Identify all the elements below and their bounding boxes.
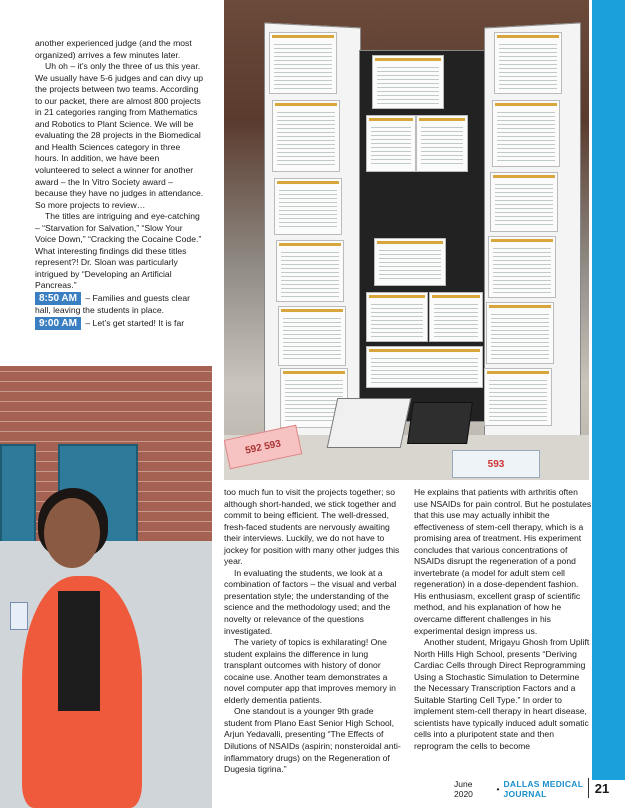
poster-panel	[276, 240, 344, 302]
article-column-1	[35, 38, 205, 330]
poster-panel	[278, 306, 346, 366]
face	[44, 498, 100, 568]
paragraph: Another student, Mrigayu Ghosh from Uplift North Hills High School, presents “Deriving Cardiac Cells through Direct Reprogramming Using a Stochastic Simulation to Determine the Necessary Transcription Factors and a Suitable Starting Cell Type.” In order to implement stem-cell therapy in heart disease, scientists have typically induced adult somatic cells into a pluripotent state and then reprogram the cells to become	[414, 637, 590, 752]
time-badge: 8:50 AM	[35, 292, 81, 305]
poster-panel	[269, 32, 337, 94]
poster-panel	[366, 115, 416, 172]
accent-sidebar	[592, 0, 625, 780]
poster-table-card	[366, 346, 483, 388]
article-column-3	[414, 487, 592, 753]
poster-panel	[416, 115, 468, 172]
paragraph: The titles are intriguing and eye-catching – “Starvation for Salvation,” “Slow Your Voice Down,” “Cracking the Cocaine Code.” What interesting findings did these titles represent?! Dr. Sloan was particularly intrigued by “Developing an Artificial Pancreas.”	[35, 211, 202, 291]
judge-portrait-photo	[0, 366, 212, 808]
project-number-card: 593	[452, 450, 540, 478]
project-number-tag: 592 593	[224, 425, 302, 470]
science-fair-poster-photo	[224, 0, 589, 480]
timeline-entry	[35, 317, 205, 330]
poster-chart-card	[366, 292, 428, 342]
timeline-entry	[35, 292, 205, 317]
paragraph: In evaluating the students, we look at a combination of factors – the visual and verbal presentation style; the understanding of the science and the methodology used; and the novelty or relevance of the questions investigated.	[224, 567, 397, 636]
blue-door	[0, 444, 36, 543]
paragraph: One standout is a younger 9th grade student from Plano East Senior High School, Arjun Yedavalli, presenting “The Effects of Dilutions of NSAIDs (aspirin; nonsteroidal anti-inflammatory drugs) on the Regeneration of Dugesia tigrina.”	[224, 706, 401, 775]
name-badge	[10, 602, 28, 630]
paragraph: too much fun to visit the projects together; so although short-handed, we stick together and commit to being efficient. The well-dressed, fresh-faced students are nervously awaiting their interviews. Luckily, we do not have to jockey for position with many other judges this year.	[224, 487, 400, 567]
poster-panel	[490, 172, 558, 232]
page-number: 21	[588, 778, 615, 798]
poster-panel	[274, 178, 342, 235]
poster-panel	[488, 236, 556, 298]
issue-date: June 2020	[454, 779, 473, 799]
notebook	[407, 402, 473, 444]
poster-panel	[494, 32, 562, 94]
poster-panel	[374, 238, 446, 286]
time-badge: 9:00 AM	[35, 317, 81, 330]
article-column-2	[224, 487, 402, 776]
poster-panel	[429, 292, 483, 342]
paragraph: Uh oh – it’s only the three of us this year. We usually have 5-6 judges and can divy up the projects between two teams. According to our packet, there are almost 800 projects in 21 categories ranging from Mathematics and Robotics to Plant Science. We will be evaluating the 28 projects in the Biomedical and Health Sciences category in three hours. In addition, we have been volunteered to select a winner for another award – the In Vitro Society award – because they have no judges in attendance. So more projects to review…	[35, 61, 204, 210]
poster-panel	[486, 302, 554, 364]
paragraph: The variety of topics is exhilarating! One student explains the difference in lung transplant outcomes with history of donor cocaine use. Another team demonstrates a novel computer app that improves memory in elderly dementia patients.	[224, 637, 396, 705]
poster-panel	[484, 368, 552, 426]
timeline-text: – Families and guests clear hall, leaving the students in place.	[35, 293, 190, 316]
paragraph: He explains that patients with arthritis often use NSAIDs for pain control. But he postulates that this use may actually inhibit the effectiveness of stem-cell therapy, which is a promising area of treatment. His experiment concludes that various concentrations of NSAIDs disrupt the regeneration of a pond invertebrate (a model for adult stem cell regeneration) in a dose-dependent fashion. His enthusiasm, excellent grasp of scientific method, and his explanation of how he overcame different challenges in his experimental design impress us.	[414, 487, 592, 636]
poster-panel	[272, 100, 340, 172]
timeline-text: – Let’s get started! It is far	[82, 317, 185, 328]
poster-title-card	[372, 55, 444, 109]
journal-name: DALLAS MEDICAL JOURNAL	[503, 779, 584, 799]
paragraph: another experienced judge (and the most organized) arrives a few minutes later.	[35, 38, 192, 60]
footer-separator: •	[496, 784, 500, 794]
black-top	[58, 591, 100, 711]
poster-panel	[492, 100, 560, 167]
binder	[327, 398, 412, 448]
